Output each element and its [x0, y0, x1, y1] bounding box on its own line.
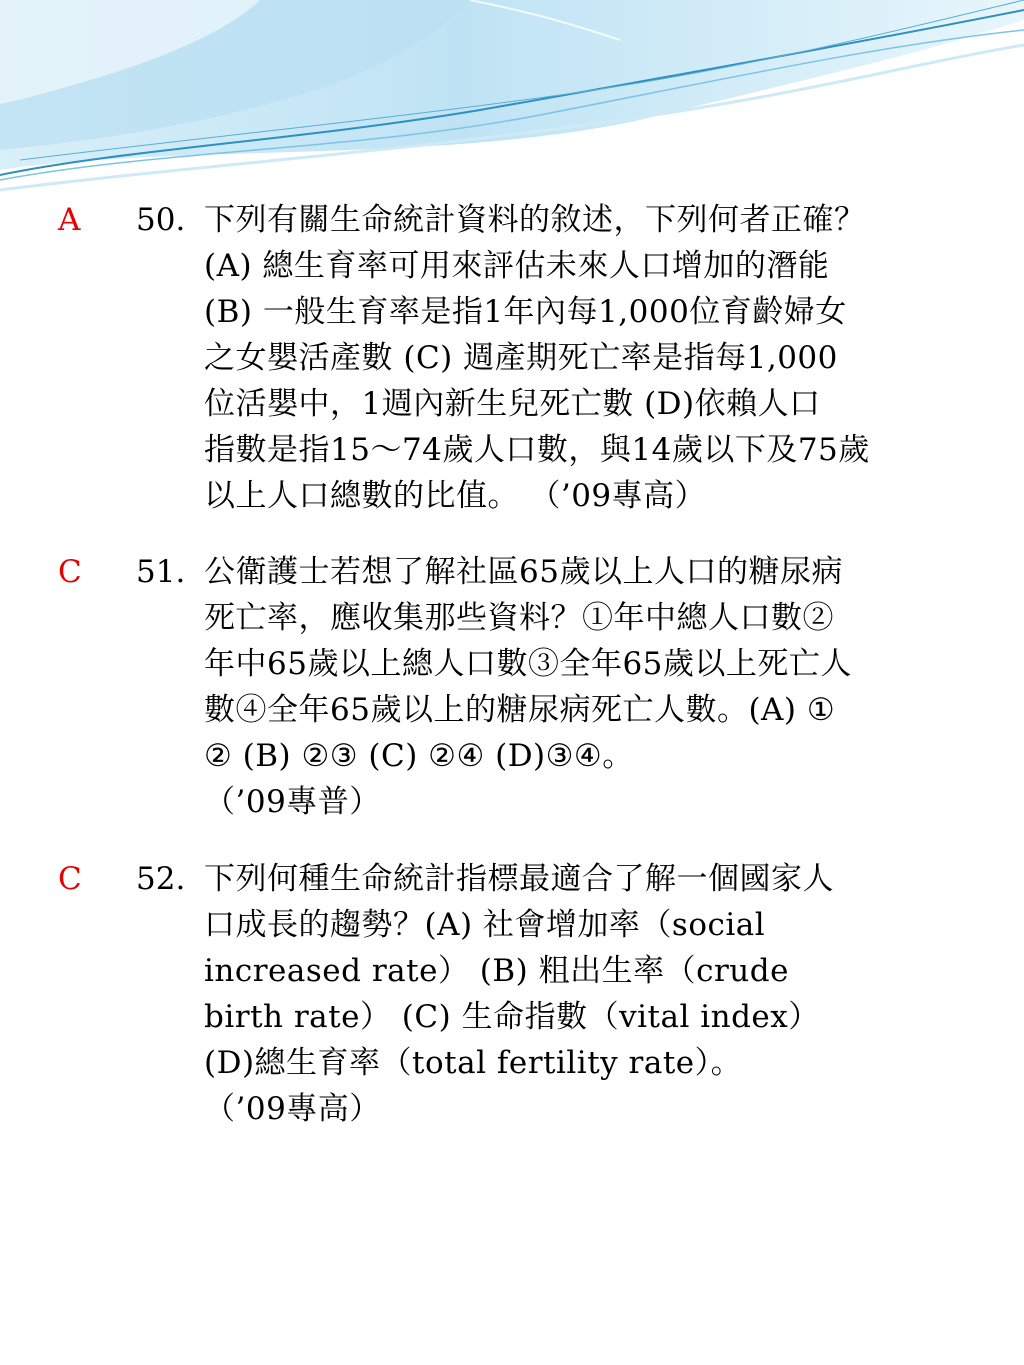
question-line: 口成長的趨勢？(A) 社會增加率（social	[204, 907, 766, 943]
question-number: 50.	[136, 202, 186, 238]
question-line: 數④全年65歲以上的糖尿病死亡人數。(A) ①	[204, 692, 836, 728]
question-line: 下列何種生命統計指標最適合了解一個國家人	[204, 861, 834, 897]
question-line: (D)總生育率（total fertility rate）。	[204, 1045, 743, 1081]
question-text	[204, 549, 994, 825]
question-line: birth rate） (C) 生命指數（vital index）	[204, 999, 820, 1035]
question-line: 之女嬰活產數 (C) 週產期死亡率是指每1,000	[204, 340, 838, 376]
answer-key: A	[58, 202, 81, 238]
question-line: (B) 一般生育率是指1年內每1,000位育齡婦女	[204, 294, 847, 330]
question-number: 51.	[136, 554, 186, 590]
question-number: 52.	[136, 861, 186, 897]
question-line: 指數是指15～74歲人口數，與14歲以下及75歲	[204, 432, 870, 468]
question-text	[204, 197, 994, 519]
question-line: 死亡率，應收集那些資料？①年中總人口數②	[204, 600, 834, 636]
question-line: ② (B) ②③ (C) ②④ (D)③④。	[204, 738, 634, 774]
question-line: （’09專普）	[204, 784, 381, 820]
question-line: 位活嬰中，1週內新生兒死亡數 (D)依賴人口	[204, 386, 821, 422]
question-line: increased rate） (B) 粗出生率（crude	[204, 953, 789, 989]
question-line: (A) 總生育率可用來評估未來人口增加的潛能	[204, 248, 830, 284]
question-line: 以上人口總數的比值。 （’09專高）	[204, 478, 707, 514]
question-text	[204, 856, 994, 1132]
answer-key: C	[58, 861, 82, 897]
answer-key: C	[58, 554, 82, 590]
question-line: 公衛護士若想了解社區65歲以上人口的糖尿病	[204, 554, 843, 590]
question-line: 年中65歲以上總人口數③全年65歲以上死亡人	[204, 646, 852, 682]
question-line: 下列有關生命統計資料的敘述，下列何者正確？	[204, 202, 866, 238]
header-swoosh-decoration	[0, 0, 1024, 200]
question-line: （’09專高）	[204, 1091, 381, 1127]
